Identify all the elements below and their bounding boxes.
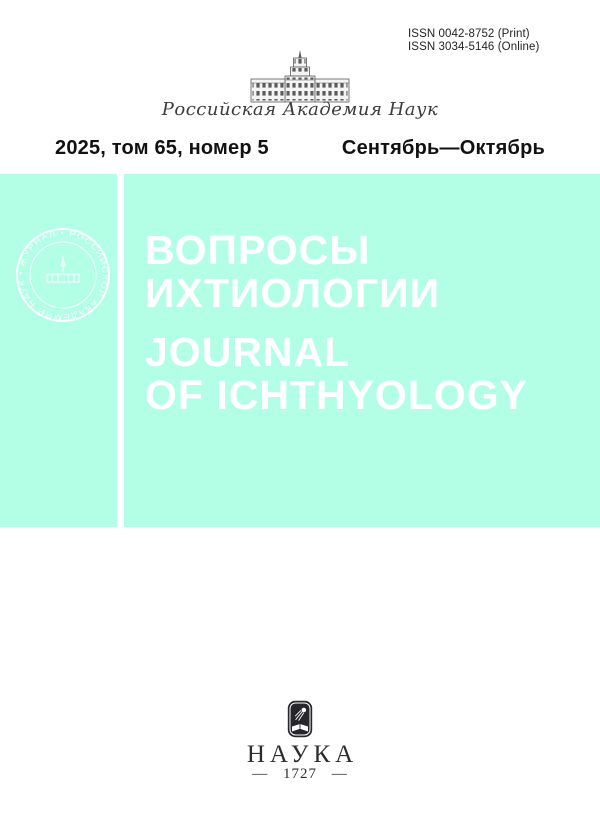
academy-caption: Российская Академия Наук	[161, 99, 439, 120]
issue-row	[0, 137, 600, 160]
seal-building-icon	[47, 256, 79, 282]
issue-months: Сентябрь—Октябрь	[341, 137, 545, 159]
issn-block	[408, 28, 539, 53]
title-ru-line2: ИХТИОЛОГИИ	[145, 270, 441, 316]
academy-building-icon	[249, 49, 351, 103]
issn-online: ISSN 3034-5146 (Online)	[408, 40, 540, 53]
title-en-line2: OF ICHTHYOLOGY	[145, 372, 528, 418]
journal-seal-icon	[14, 226, 112, 324]
issn-print: ISSN 0042-8752 (Print)	[408, 28, 530, 40]
title-band	[0, 174, 600, 527]
issue-volume: 2025, том 65, номер 5	[55, 137, 269, 159]
nauka-emblem-icon	[287, 700, 313, 738]
title-en-line1: JOURNAL	[145, 329, 351, 375]
publisher-year: — 1727 —	[252, 766, 348, 782]
title-ru-line1: ВОПРОСЫ	[145, 227, 371, 273]
seal-ring-text: • ЖУРНАЛ • РОССИЙСКОЙ АКАДЕМИИ НАУК	[16, 228, 110, 322]
band-divider	[117, 174, 124, 527]
publisher-name: НАУКА	[246, 741, 359, 768]
journal-titles	[145, 229, 528, 417]
